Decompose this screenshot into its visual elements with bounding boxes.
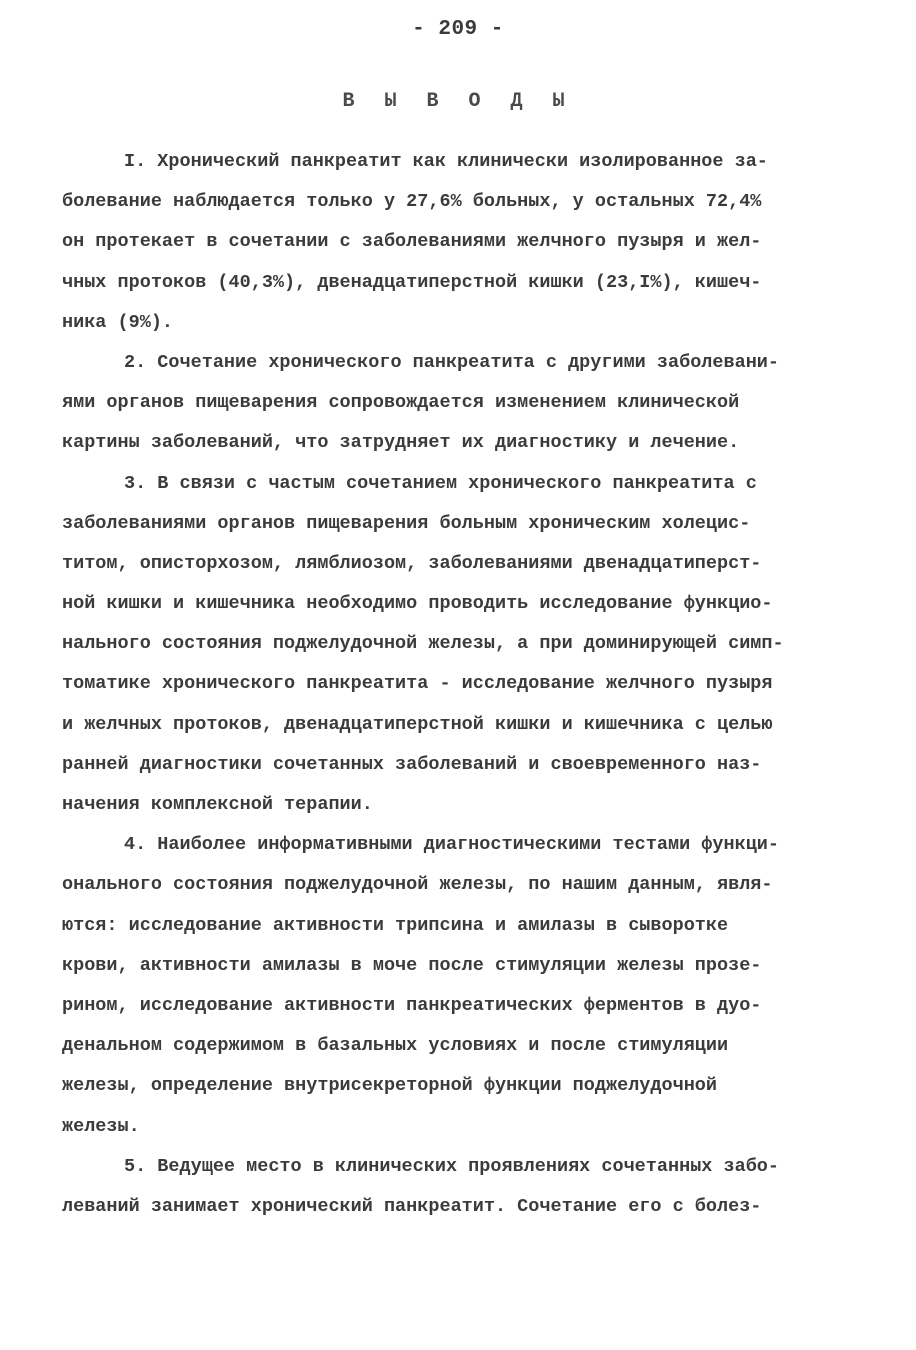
- text-line: чных протоков (40,3%), двенадцатиперстной кишки (23,I%), кишеч-: [62, 271, 762, 293]
- text-line: болевание наблюдается только у 27,6% больных, у остальных 72,4%: [62, 191, 762, 213]
- conclusion-paragraph: [0, 142, 916, 343]
- text-line: картины заболеваний, что затрудняет их диагностику и лечение.: [62, 432, 740, 454]
- text-line-row: [0, 785, 916, 825]
- text-line: 5. Ведущее место в клинических проявлениях сочетанных забо-: [124, 1155, 780, 1177]
- text-line-row: [0, 1066, 916, 1106]
- text-line: он протекает в сочетании с заболеваниями желчного пузыря и жел-: [62, 231, 762, 253]
- text-line: железы, определение внутрисекреторной функции поджелудочной: [62, 1075, 718, 1097]
- text-line-row: [0, 504, 916, 544]
- text-line-row: [0, 906, 916, 946]
- text-line: ника (9%).: [62, 311, 174, 333]
- text-line-row: [0, 1187, 916, 1227]
- text-line-row: [0, 584, 916, 624]
- text-line: денальном содержимом в базальных условиях и после стимуляции: [62, 1035, 729, 1057]
- text-line-row: [0, 1107, 916, 1147]
- text-line-row: [0, 544, 916, 584]
- text-line: титом, описторхозом, лямблиозом, заболеваниями двенадцатиперст-: [62, 552, 762, 574]
- text-line-row: [0, 142, 916, 182]
- text-line: леваний занимает хронический панкреатит. Сочетание его с болез-: [62, 1195, 762, 1217]
- text-line-row: [0, 705, 916, 745]
- text-line: ной кишки и кишечника необходимо проводить исследование функцио-: [62, 593, 773, 615]
- text-line: и желчных протоков, двенадцатиперстной кишки и кишечника с целью: [62, 713, 773, 735]
- section-heading: В Ы В О Д Ы: [342, 90, 574, 113]
- conclusion-paragraph: [0, 464, 916, 826]
- text-line-row: [0, 423, 916, 463]
- text-line-row: [0, 263, 916, 303]
- text-line-row: [0, 383, 916, 423]
- conclusion-paragraph: [0, 343, 916, 464]
- text-line-row: [0, 182, 916, 222]
- text-line-row: [0, 303, 916, 343]
- text-line: ются: исследование активности трипсина и амилазы в сыворотке: [62, 914, 729, 936]
- text-line: 4. Наиболее информативными диагностическими тестами функци-: [124, 834, 780, 856]
- text-line-row: [0, 986, 916, 1026]
- text-line-row: [0, 624, 916, 664]
- text-line: ями органов пищеварения сопровождается изменением клинической: [62, 392, 740, 414]
- text-line-row: [0, 825, 916, 865]
- text-line-row: [0, 222, 916, 262]
- text-line: I. Хронический панкреатит как клинически изолированное за-: [124, 151, 768, 172]
- text-line-row: [0, 745, 916, 785]
- text-line: рином, исследование активности панкреатических ферментов в дуо-: [62, 994, 762, 1016]
- text-line: 2. Сочетание хронического панкреатита с другими заболевани-: [124, 351, 780, 373]
- text-line: 3. В связи с частым сочетанием хронического панкреатита с: [124, 472, 757, 494]
- text-line: нального состояния поджелудочной железы, а при доминирующей симп-: [62, 633, 784, 655]
- text-line: начения комплексной терапии.: [62, 794, 373, 815]
- text-line: крови, активности амилазы в моче после стимуляции железы прозе-: [62, 954, 762, 976]
- conclusions-text: [0, 142, 916, 1227]
- conclusion-paragraph: [0, 825, 916, 1147]
- text-line: заболеваниями органов пищеварения больным хроническим холецис-: [62, 512, 751, 534]
- text-line-row: [0, 946, 916, 986]
- text-line: онального состояния поджелудочной железы, по нашим данным, явля-: [62, 874, 773, 896]
- text-line: ранней диагностики сочетанных заболеваний и своевременного наз-: [62, 753, 762, 775]
- text-line: железы.: [62, 1115, 140, 1137]
- conclusion-paragraph: [0, 1147, 916, 1227]
- text-line-row: [0, 865, 916, 905]
- text-line-row: [0, 664, 916, 704]
- text-line-row: [0, 464, 916, 504]
- page-number: - 209 -: [412, 18, 504, 41]
- text-line-row: [0, 1026, 916, 1066]
- text-line-row: [0, 343, 916, 383]
- text-line-row: [0, 1147, 916, 1187]
- text-line: томатике хронического панкреатита - исследование желчного пузыря: [62, 673, 773, 695]
